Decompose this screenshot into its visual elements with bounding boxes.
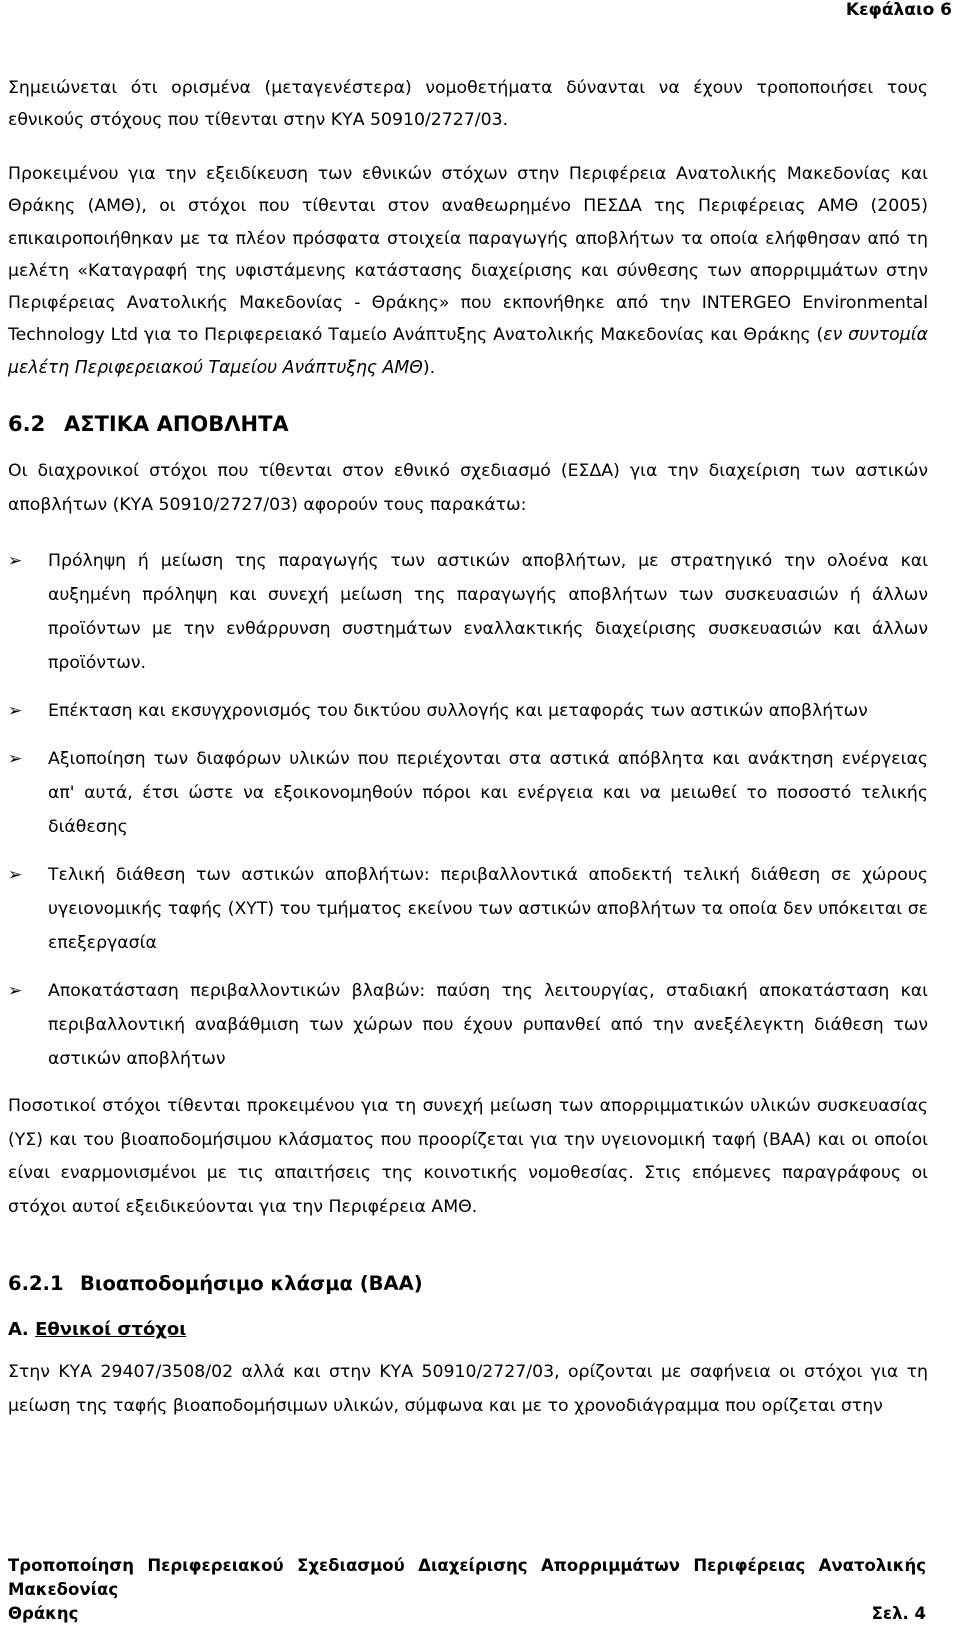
arrow-bullet-icon: ➢ — [8, 749, 23, 770]
list-item-text: Αποκατάσταση περιβαλλοντικών βλαβών: παύση της λειτουργίας, σταδιακή αποκατάσταση και περιβαλλοντική αναβάθμιση των χώρων που έχουν ρυπανθεί από την ανεξέλεγκτη διάθεση των αστικών αποβλήτων — [48, 981, 928, 1070]
intro-paragraph-2-end: ). — [422, 357, 436, 378]
subsection-title: Βιοαποδομήσιμο κλάσμα (ΒΑΑ) — [80, 1272, 423, 1296]
chapter-header: Κεφάλαιο 6 — [845, 0, 952, 20]
arrow-bullet-icon: ➢ — [8, 981, 23, 1002]
section-heading-6-2-1 — [8, 1270, 928, 1298]
objectives-list — [8, 544, 928, 1076]
intro-paragraph-2 — [8, 158, 928, 384]
list-item — [8, 858, 928, 960]
subheading-letter: Α. — [8, 1319, 29, 1341]
page-number: Σελ. 4 — [871, 1604, 926, 1623]
list-item-text: Επέκταση και εκσυγχρονισμός του δικτύου συλλογής και μεταφοράς των αστικών αποβλήτων — [48, 701, 868, 722]
subheading-title: Εθνικοί στόχοι — [35, 1319, 187, 1341]
subsection-number: 6.2.1 — [8, 1272, 64, 1296]
footer-title: Τροποποίηση Περιφερειακού Σχεδιασμού Διαχείρισης Απορριμμάτων Περιφέρειας Ανατολικής Μακεδονίας — [8, 1556, 926, 1599]
list-item-text: Πρόληψη ή μείωση της παραγωγής των αστικών αποβλήτων, με στρατηγικό την ολοένα και αυξημένη πρόληψη και συνεχή μείωση της παραγωγής αποβλήτων των συσκευασιών ή άλλων προϊόντων με την ενθάρρυνση συστημάτων εναλλακτικής διαχείρισης συσκευασιών και άλλων προϊόντων. — [48, 551, 928, 674]
arrow-bullet-icon: ➢ — [8, 551, 23, 572]
intro-paragraph-1: Σημειώνεται ότι ορισμένα (μεταγενέστερα) νομοθετήματα δύνανται να έχουν τροποποιήσει τους εθνικούς στόχους που τίθενται στην ΚΥΑ 50910/2727/03. — [8, 78, 928, 130]
list-item — [8, 694, 928, 728]
section-6-2-closing: Ποσοτικοί στόχοι τίθενται προκειμένου για τη συνεχή μείωση των απορριμματικών υλικών συσκευασίας (ΥΣ) και του βιοαποδομήσιμου κλάσματος που προορίζεται για την υγειονομική ταφή (ΒΑΑ) και οι οποίοι είναι εναρμονισμένοι με τις απαιτήσεις της κοινοτικής νομοθεσίας. Στις επόμενες παραγράφους οι στόχοι αυτοί εξειδικεύονται για την Περιφέρεια ΑΜΘ. — [8, 1096, 928, 1217]
page-footer — [8, 1554, 926, 1626]
list-item — [8, 742, 928, 844]
list-item — [8, 544, 928, 680]
arrow-bullet-icon: ➢ — [8, 865, 23, 886]
list-item-text: Αξιοποίηση των διαφόρων υλικών που περιέχονται στα αστικά απόβλητα και ανάκτηση ενέργειας απ' αυτά, έτσι ώστε να εξοικονομηθούν πόροι και ενέργεια και να μειωθεί το ποσοστό τελικής διάθεσης — [48, 749, 928, 838]
section-heading-6-2 — [8, 410, 928, 438]
intro-paragraph-2-text: Προκειμένου για την εξειδίκευση των εθνικών στόχων στην Περιφέρεια Ανατολικής Μακεδονίας και Θράκης (ΑΜΘ), οι στόχοι που τίθενται στον αναθεωρημένο ΠΕΣΔΑ της Περιφέρειας ΑΜΘ (2005) επικαιροποιήθηκαν με τα πλέον πρόσφατα στοιχεία παραγωγής αποβλήτων τα οποία ελήφθησαν από τη μελέτη «Καταγραφή της υφιστάμενης κατάστασης διαχείρισης και σύνθεσης των απορριμμάτων στην Περιφέρειας Ανατολικής Μακεδονίας - Θράκης» που εκπονήθηκε από την INTERGEO Environmental Technology Ltd για το Περιφερειακό Ταμείο Ανάπτυξης Ανατολικής Μακεδονίας και Θράκης ( — [8, 164, 928, 346]
intro-paragraph-2-italic: εν συντομία μελέτη Περιφερειακού Ταμείου Ανάπτυξης ΑΜΘ — [8, 325, 928, 378]
subheading-national-targets — [8, 1316, 928, 1344]
arrow-bullet-icon: ➢ — [8, 701, 23, 722]
section-title: ΑΣΤΙΚΑ ΑΠΟΒΛΗΤΑ — [64, 412, 289, 437]
section-6-2-1-text: Στην ΚΥΑ 29407/3508/02 αλλά και στην ΚΥΑ 50910/2727/03, ορίζονται με σαφήνεια οι στόχοι για τη μείωση της ταφής βιοαποδομήσιμων υλικών, σύμφωνα και με το χρονοδιάγραμμα που ορίζεται στην — [8, 1362, 928, 1416]
document-body — [8, 72, 928, 1445]
list-item — [8, 974, 928, 1076]
footer-title-cont: Θράκης — [8, 1604, 79, 1623]
list-item-text: Τελική διάθεση των αστικών αποβλήτων: περιβαλλοντικά αποδεκτή τελική διάθεση σε χώρους υγειονομικής ταφής (ΧΥΤ) του τμήματος εκείνου των αστικών αποβλήτων τα οποία δεν υπόκειται σε επεξεργασία — [48, 865, 928, 954]
section-number: 6.2 — [8, 412, 46, 437]
footer-row — [8, 1602, 926, 1626]
section-6-2-intro: Οι διαχρονικοί στόχοι που τίθενται στον εθνικό σχεδιασμό (ΕΣΔΑ) για την διαχείριση των αστικών αποβλήτων (ΚΥΑ 50910/2727/03) αφορούν τους παρακάτω: — [8, 461, 928, 515]
